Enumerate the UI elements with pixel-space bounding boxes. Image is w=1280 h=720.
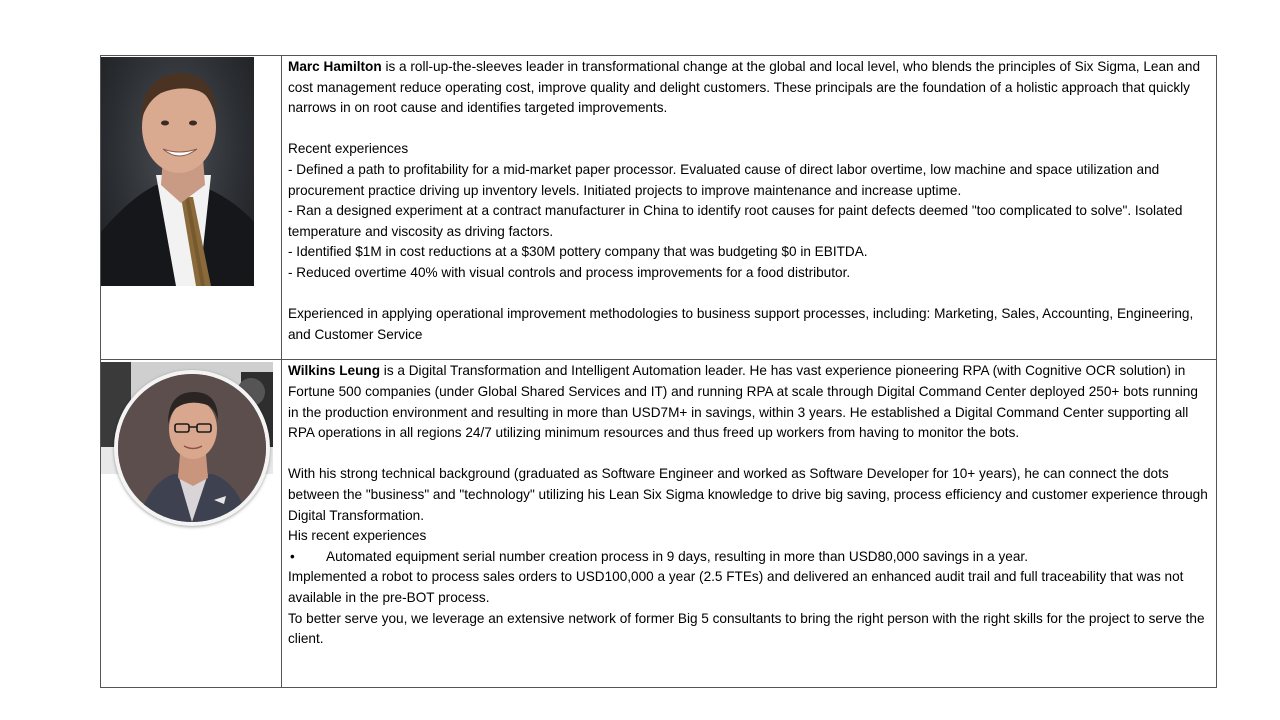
bio-table	[100, 55, 1217, 688]
wilkins-leung-photo	[114, 370, 270, 526]
experience-item: - Reduced overtime 40% with visual controls and process improvements for a food distributor.	[288, 264, 851, 280]
experiences-heading: Recent experiences	[288, 141, 409, 157]
experiences-heading: His recent experiences	[288, 528, 427, 544]
marc-intro	[288, 57, 1210, 119]
experience-item: - Defined a path to profitability for a mid-market paper processor. Evaluated cause of direct labor overtime, low machine and space utilization and procurement practice driving up inventory levels. Initiated projects to improve maintenance and increase uptime.	[288, 161, 1160, 198]
profile-row-marc	[101, 56, 1217, 360]
profile-name: Wilkins Leung	[288, 363, 381, 379]
marc-hamilton-photo	[101, 57, 254, 286]
closing-text: To better serve you, we leverage an extensive network of former Big 5 consultants to bring the right person with the right skills for the project to serve the client.	[288, 610, 1205, 647]
background-text: With his strong technical background (graduated as Software Engineer and worked as Software Developer for 10+ years), he can connect the dots between the "business" and "technology" utilizing his Lean Six Sigma knowledge to drive big saving, process efficiency and customer experience through Digital Transformation.	[288, 466, 1208, 523]
marc-portrait-illustration	[101, 57, 254, 286]
wilkins-intro	[288, 361, 1210, 443]
intro-text: is a Digital Transformation and Intelligent Automation leader. He has vast experience pioneering RPA (with Cognitive OCR solution) in Fortune 500 companies (under Global Shared Services and IT) and running RPA at scale through Digital Command Center deployed 250+ bots running in the production environment and resulting in more than USD7M+ in savings, within 3 years. He established a Digital Command Center supporting all RPA operations in all regions 24/7 utilizing minimum resources and thus freed up workers from having to monitor the bots.	[288, 363, 1198, 441]
profile-row-wilkins	[101, 360, 1217, 688]
experience-item: Implemented a robot to process sales orders to USD100,000 a year (2.5 FTEs) and delivered an enhanced audit trail and full traceability that was not available in the pre-BOT process.	[288, 569, 1184, 605]
bio-text-wilkins	[282, 360, 1217, 688]
photo-cell-wilkins	[101, 360, 282, 688]
bullet-item	[288, 547, 1210, 568]
photo-cell-marc	[101, 56, 282, 360]
bullet-text: Automated equipment serial number creation process in 9 days, resulting in more than USD80,000 savings in a year.	[326, 548, 1028, 564]
bio-text-marc	[282, 56, 1217, 360]
experience-item: - Identified $1M in cost reductions at a $30M pottery company that was budgeting $0 in EBITDA.	[288, 244, 868, 260]
profile-name: Marc Hamilton	[288, 59, 382, 74]
experience-item: - Ran a designed experiment at a contract manufacturer in China to identify root causes for paint defects deemed "too complicated to solve". Isolated temperature and viscosity as driving factors.	[288, 203, 1183, 239]
intro-text: is a roll-up-the-sleeves leader in transformational change at the global and local level, who blends the principles of Six Sigma, Lean and cost management reduce operating cost, improve quality and delight customers. These principals are the foundation of a holistic approach that quickly narrows in on root cause and identifies targeted improvements.	[288, 59, 1201, 116]
closing-text: Experienced in applying operational improvement methodologies to business support processes, including: Marketing, Sales, Accounting, Engineering, and Customer Service	[288, 306, 1194, 342]
bullet-icon: •	[290, 548, 295, 564]
wilkins-portrait-illustration	[118, 374, 266, 522]
